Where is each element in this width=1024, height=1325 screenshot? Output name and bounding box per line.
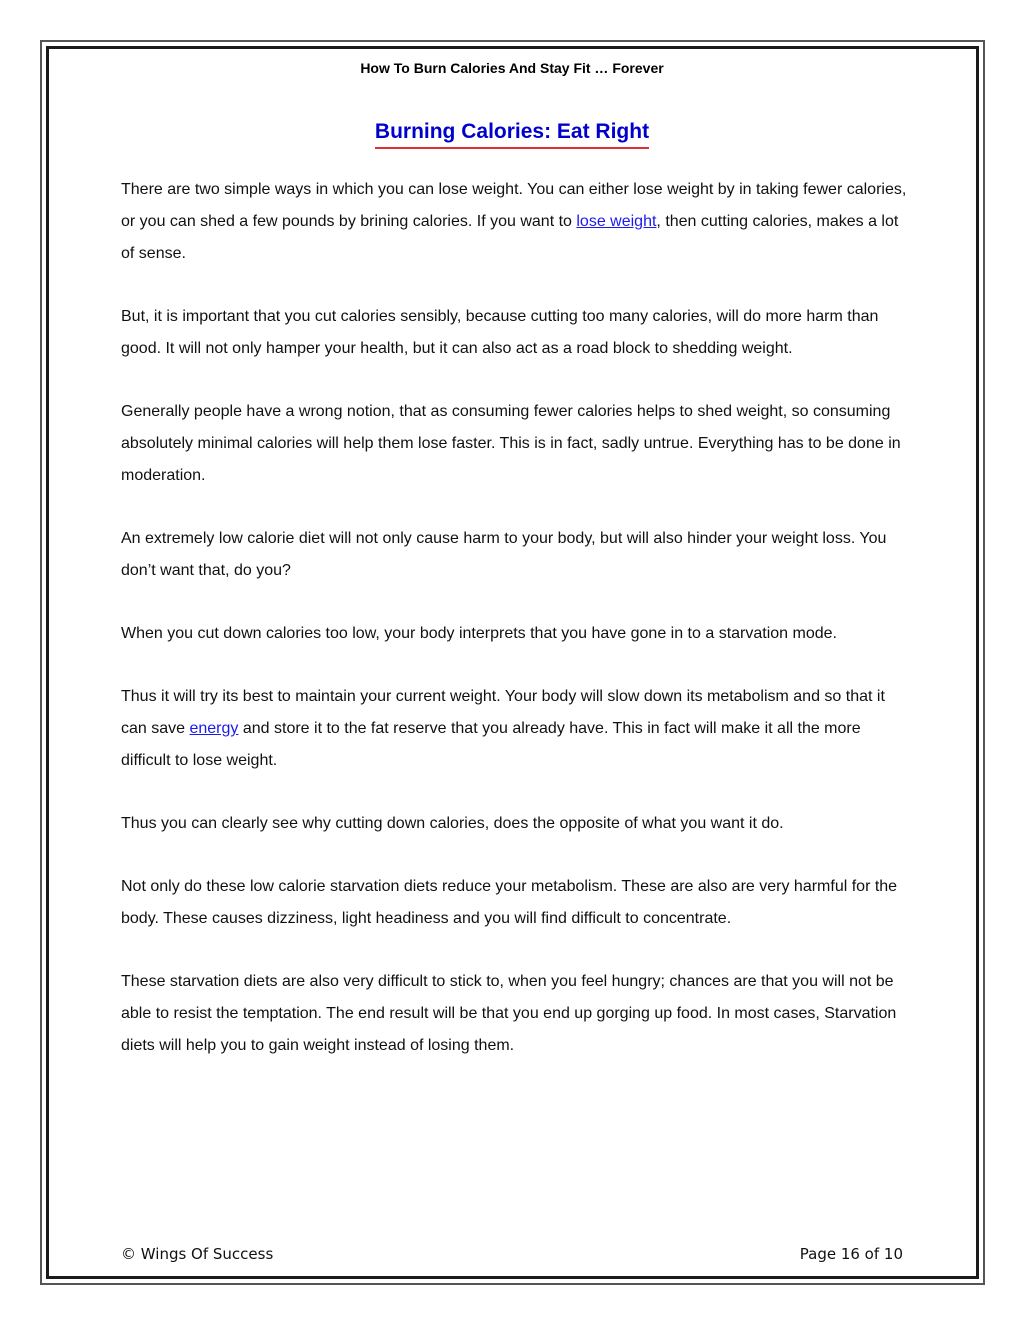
paragraph-5: When you cut down calories too low, your body interprets that you have gone in to a starvation mode. [121,625,837,642]
title-container [0,118,1024,149]
running-header: How To Burn Calories And Stay Fit … Forever [360,60,664,76]
paragraph-9: These starvation diets are also very difficult to stick to, when you feel hungry; chances are that you will not be able to resist the temptation. The end result will be that you end up gorging up food. In most cases, Starvation diets will help you to gain weight instead of losing them. [121,973,897,1054]
paragraph-6-text-before: Thus it will try its best to maintain your current weight. Your body will slow down its metabolism and so that it can save [121,688,885,737]
paragraph-7: Thus you can clearly see why cutting down calories, does the opposite of what you want it do. [121,815,784,832]
energy-link[interactable]: energy [189,720,239,737]
page-title: Burning Calories: Eat Right [375,118,649,149]
paragraph-8: Not only do these low calorie starvation diets reduce your metabolism. These are also are very harmful for the body. These causes dizziness, light headiness and you will find difficult to concentrate. [121,878,898,927]
footer-page-number: Page 16 of 10 [799,1245,903,1263]
footer-copyright: © Wings Of Success [121,1245,274,1263]
paragraph-1-text-before: There are two simple ways in which you can lose weight. You can either lose weight by in taking fewer calories, or you can shed a few pounds by brining calories. If you want to [121,181,907,230]
article-body [121,174,911,1093]
paragraph-1 [121,174,911,270]
paragraph-6 [121,681,911,777]
paragraph-4: An extremely low calorie diet will not only cause harm to your body, but will also hinder your weight loss. You don’t want that, do you? [121,530,887,579]
paragraph-1-text-after: , then cutting calories, makes a lot of sense. [121,213,899,262]
lose-weight-link[interactable]: lose weight [576,213,657,230]
paragraph-2: But, it is important that you cut calories sensibly, because cutting too many calories, will do more harm than good. It will not only hamper your health, but it can also act as a road block to shedding weight. [121,308,879,357]
paragraph-6-text-after: and store it to the fat reserve that you already have. This in fact will make it all the more difficult to lose weight. [121,720,861,769]
paragraph-3: Generally people have a wrong notion, that as consuming fewer calories helps to shed weight, so consuming absolutely minimal calories will help them lose faster. This is in fact, sadly untrue. Everything has to be done in moderation. [121,403,901,484]
